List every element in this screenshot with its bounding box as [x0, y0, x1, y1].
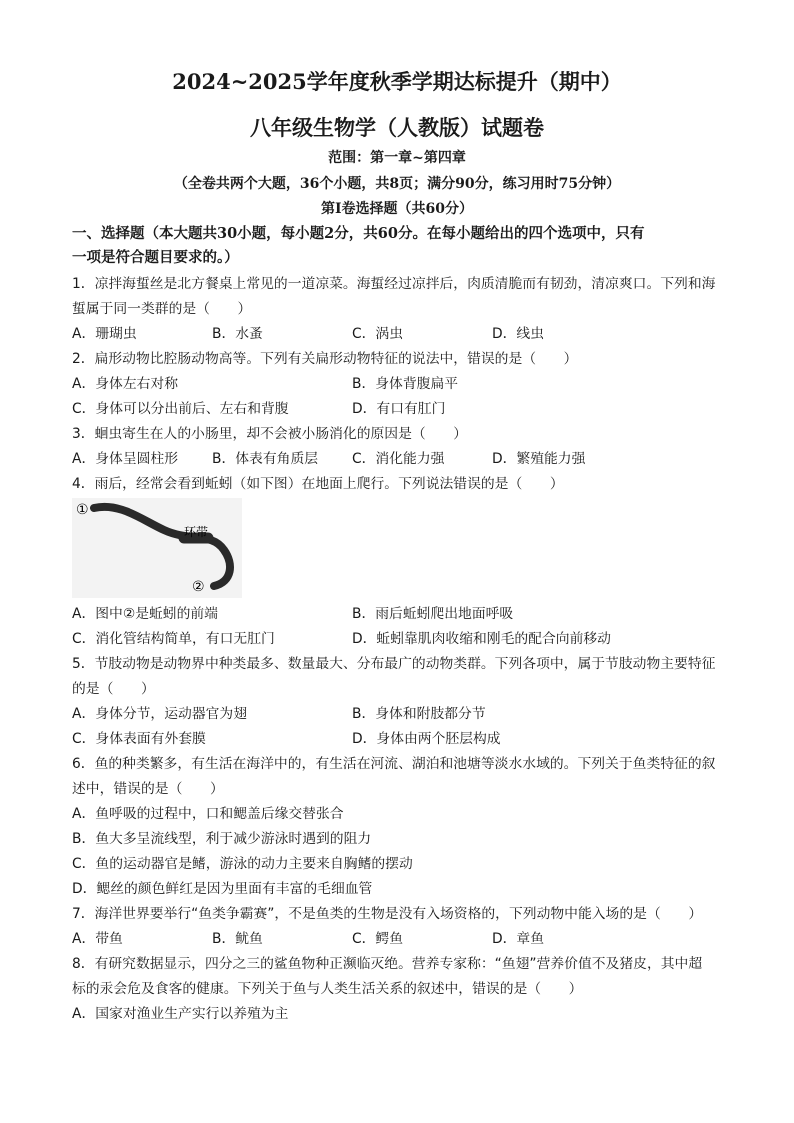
section-heading-cont: 一项是符合题目要求的。）	[72, 249, 239, 266]
question-5-option-d[interactable]: D．身体由两个胚层构成	[352, 731, 501, 747]
question-6-text: 6．鱼的种类繁多，有生活在海洋中的，有生活在河流、湖泊和池塘等淡水水域的。下列关于鱼类特征的叙	[72, 756, 716, 772]
exam-scope: 范围：第一章~第四章	[328, 150, 466, 166]
question-1-option-c[interactable]: C．涡虫	[352, 326, 404, 342]
question-6-option-a[interactable]: A．鱼呼吸的过程中，口和鳃盖后缘交替张合	[72, 806, 344, 822]
question-1-option-a[interactable]: A．珊瑚虫	[72, 326, 137, 342]
question-2-option-a[interactable]: A．身体左右对称	[72, 376, 179, 392]
question-7-option-b[interactable]: B．鱿鱼	[212, 931, 263, 947]
question-1-text: 1．凉拌海蜇丝是北方餐桌上常见的一道凉菜。海蜇经过凉拌后，肉质清脆而有韧劲，清凉爽口。下列和海	[72, 276, 716, 292]
exam-subtitle: 八年级生物学（人教版）试题卷	[250, 115, 544, 140]
question-1-option-b[interactable]: B．水蚤	[212, 326, 263, 342]
part-heading: 第Ⅰ卷选择题（共60分）	[320, 201, 474, 217]
question-8-text: 8．有研究数据显示，四分之三的鲨鱼物种正濒临灭绝。营养专家称：“鱼翅”营养价值不及猪皮，其中超	[72, 956, 703, 972]
question-8-text-cont: 标的汞会危及食客的健康。下列关于鱼与人类生活关系的叙述中，错误的是（ ）	[72, 981, 583, 997]
question-4-text: 4．雨后，经常会看到蚯蚓（如下图）在地面上爬行。下列说法错误的是（ ）	[72, 476, 564, 492]
exam-note: （全卷共两个大题，36个小题，共8页；满分90分，练习用时75分钟）	[173, 176, 621, 192]
earthworm-figure	[72, 498, 242, 598]
question-5-option-b[interactable]: B．身体和附肢都分节	[352, 706, 486, 722]
question-3-option-b[interactable]: B．体表有角质层	[212, 451, 319, 467]
question-3-option-a[interactable]: A．身体呈圆柱形	[72, 451, 179, 467]
question-2-option-d[interactable]: D．有口有肛门	[352, 401, 446, 417]
exam-title: 2024~2025学年度秋季学期达标提升（期中）	[172, 69, 622, 94]
question-2-option-b[interactable]: B．身体背腹扁平	[352, 376, 459, 392]
question-7-option-a[interactable]: A．带鱼	[72, 931, 123, 947]
question-3-option-d[interactable]: D．繁殖能力强	[492, 451, 586, 467]
question-2-text: 2．扁形动物比腔肠动物高等。下列有关扁形动物特征的说法中，错误的是（ ）	[72, 351, 578, 367]
figure-label-2: ②	[192, 579, 205, 595]
question-3-text: 3．蛔虫寄生在人的小肠里，却不会被小肠消化的原因是（ ）	[72, 426, 468, 442]
question-5-text: 5．节肢动物是动物界中种类最多、数量最大、分布最广的动物类群。下列各项中，属于节肢动物主要特征	[72, 656, 716, 672]
question-4-option-a[interactable]: A．图中②是蚯蚓的前端	[72, 606, 218, 622]
question-3-option-c[interactable]: C．消化能力强	[352, 451, 445, 467]
question-4-option-d[interactable]: D．蚯蚓靠肌肉收缩和刚毛的配合向前移动	[352, 631, 611, 647]
question-5-text-cont: 的是（ ）	[72, 681, 155, 697]
question-4-option-c[interactable]: C．消化管结构简单，有口无肛门	[72, 631, 275, 647]
question-6-text-cont: 述中，错误的是（ ）	[72, 781, 224, 797]
question-6-option-d[interactable]: D．鳃丝的颜色鲜红是因为里面有丰富的毛细血管	[72, 881, 373, 897]
question-5-option-c[interactable]: C．身体表面有外套膜	[72, 731, 206, 747]
question-2-option-c[interactable]: C．身体可以分出前后、左右和背腹	[72, 401, 289, 417]
question-4-option-b[interactable]: B．雨后蚯蚓爬出地面呼吸	[352, 606, 514, 622]
question-6-option-c[interactable]: C．鱼的运动器官是鳍，游泳的动力主要来自胸鳍的摆动	[72, 856, 413, 872]
figure-label-1: ①	[76, 502, 89, 518]
question-1-option-d[interactable]: D．线虫	[492, 326, 545, 342]
figure-label-band: 环带	[184, 525, 209, 539]
question-7-text: 7．海洋世界要举行“鱼类争霸赛”，不是鱼类的生物是没有入场资格的，下列动物中能入场的是（ ）	[72, 906, 703, 922]
question-8-option-a[interactable]: A．国家对渔业生产实行以养殖为主	[72, 1006, 289, 1022]
question-6-option-b[interactable]: B．鱼大多呈流线型，利于减少游泳时遇到的阻力	[72, 831, 372, 847]
question-5-option-a[interactable]: A．身体分节，运动器官为翅	[72, 706, 247, 722]
question-7-option-d[interactable]: D．章鱼	[492, 931, 545, 947]
section-heading: 一、选择题（本大题共30小题，每小题2分，共60分。在每小题给出的四个选项中，只有	[72, 225, 645, 242]
question-7-option-c[interactable]: C．鳄鱼	[352, 931, 404, 947]
question-1-text-cont: 蜇属于同一类群的是（ ）	[72, 301, 252, 317]
